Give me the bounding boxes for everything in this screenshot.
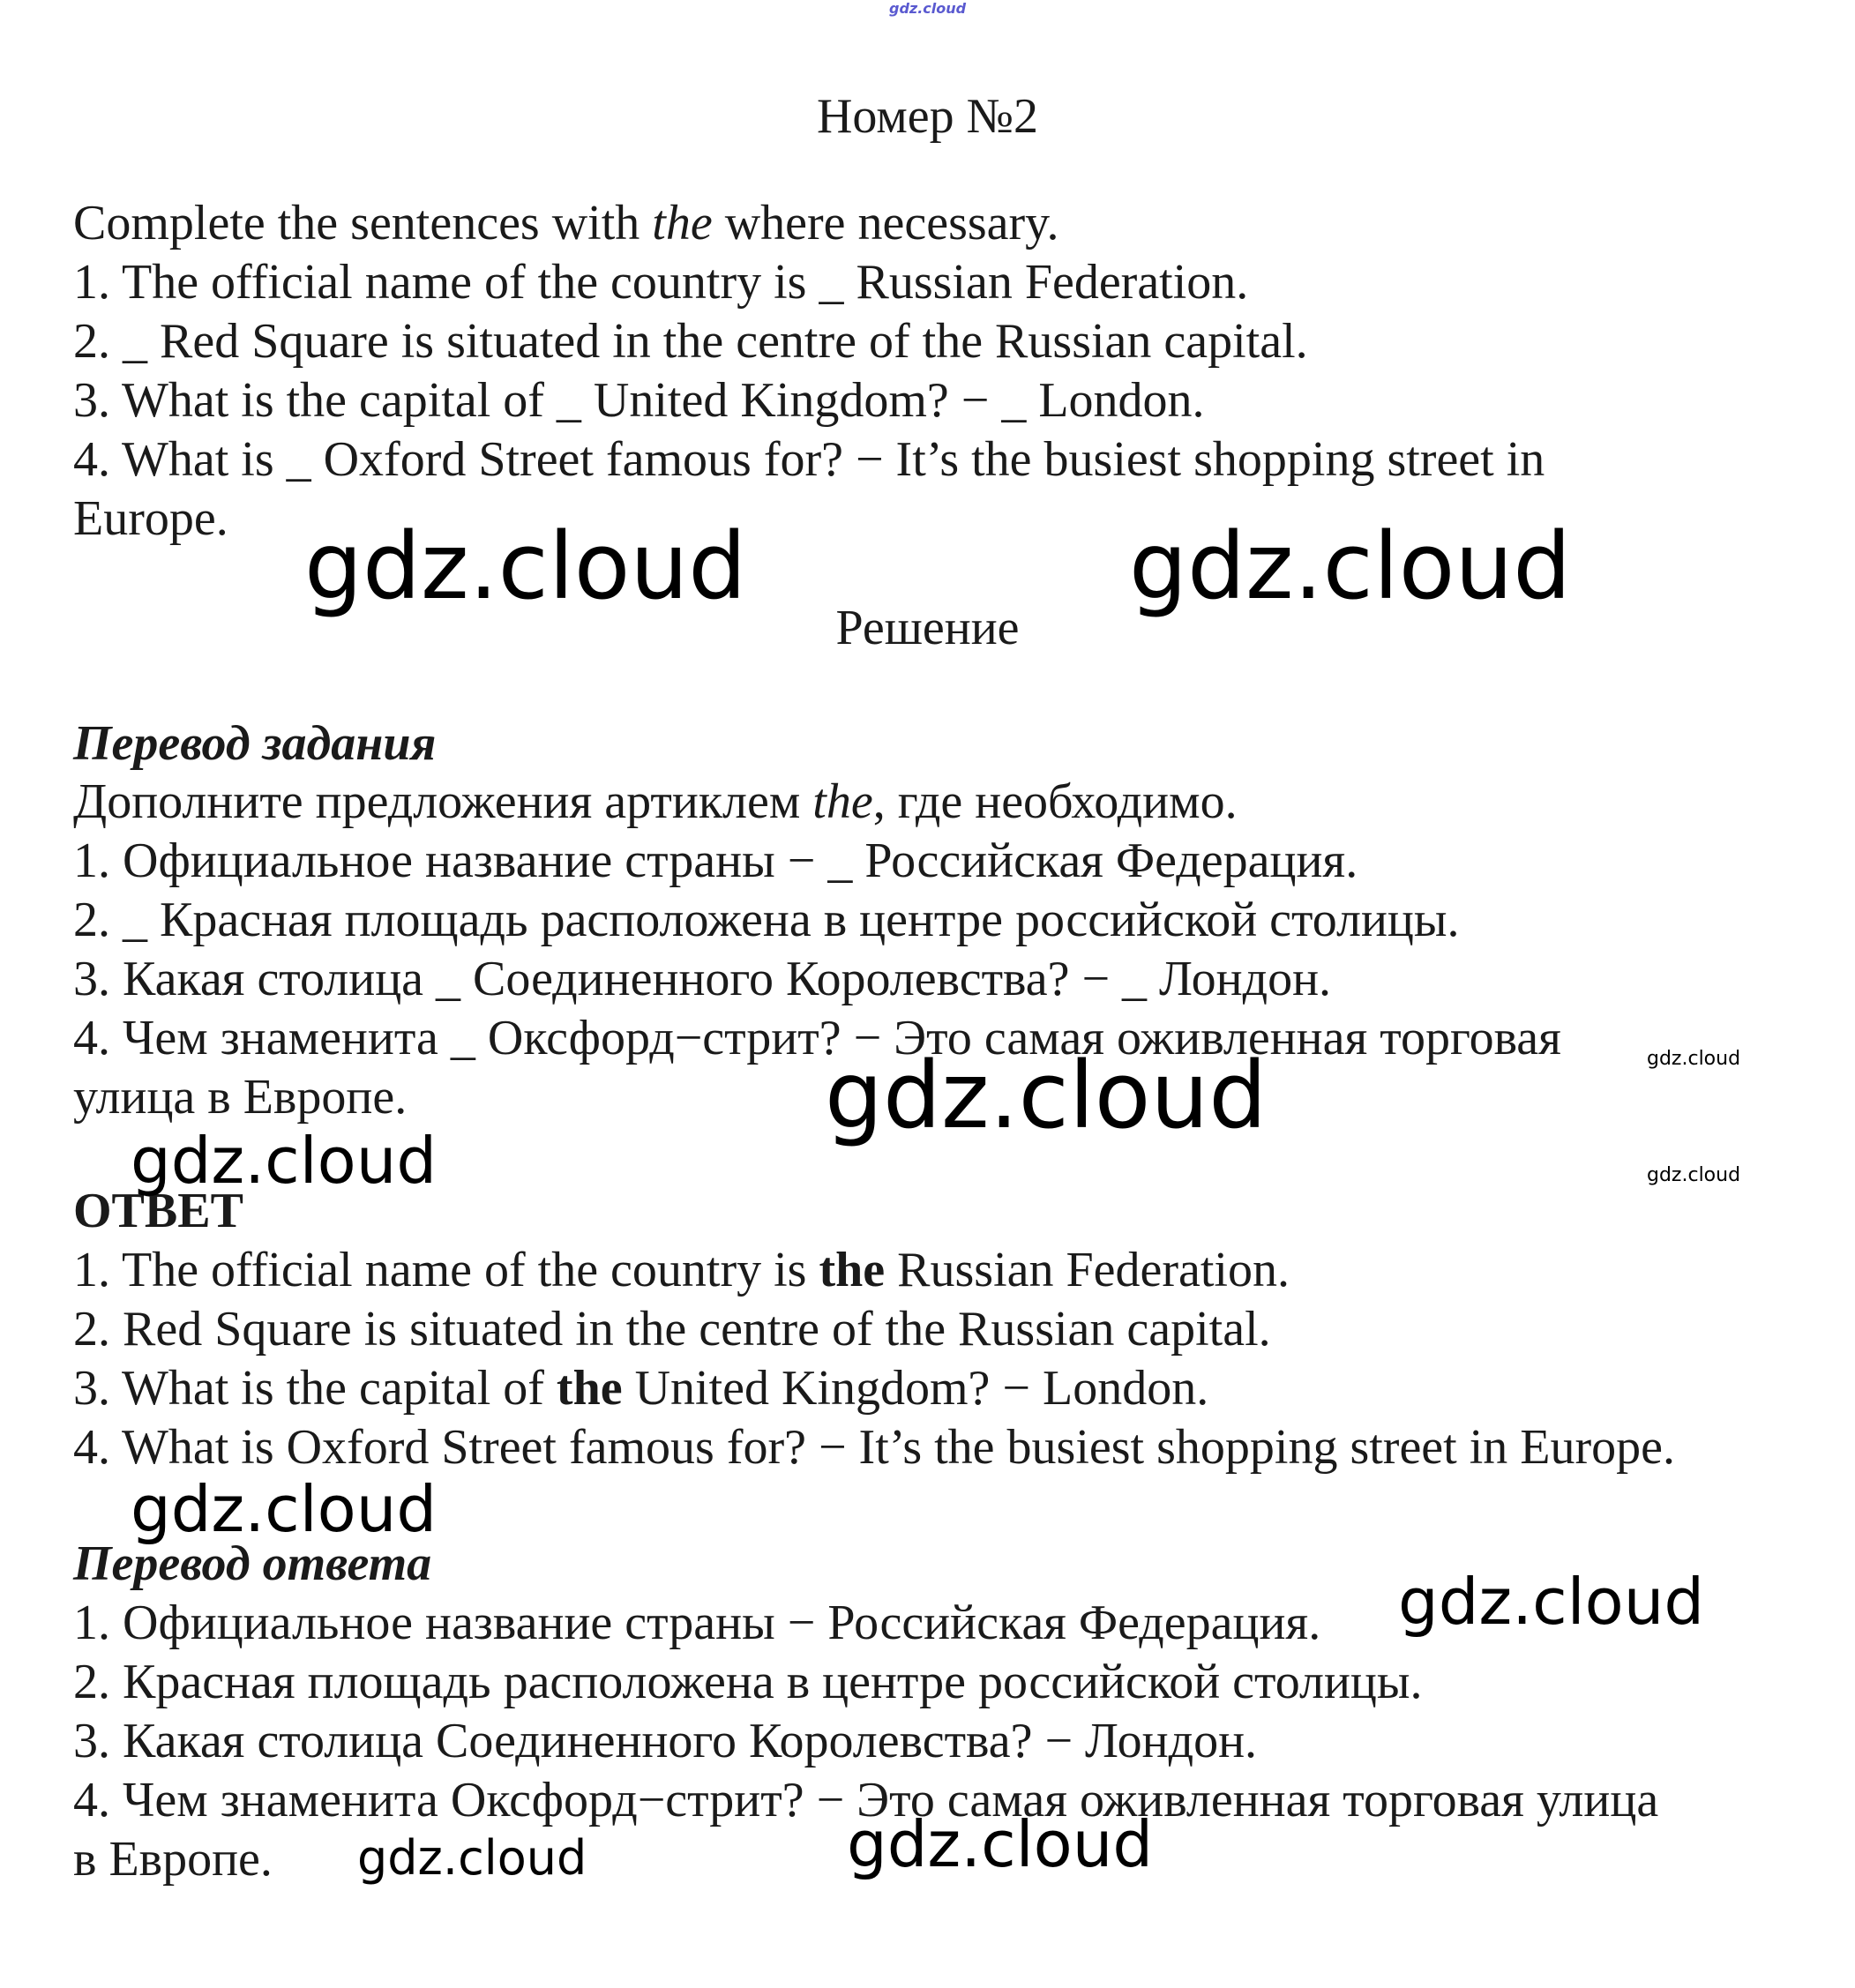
task-translation-item: 2. _ Красная площадь расположена в центре российской столицы. — [73, 893, 1460, 947]
answer-item — [73, 1359, 1208, 1417]
task-instruction — [73, 194, 1059, 252]
task-translation-heading: Перевод задания — [73, 716, 437, 771]
watermark: gdz.cloud — [357, 1830, 587, 1886]
watermark: gdz.cloud — [1398, 1565, 1705, 1639]
watermark: gdz.cloud — [825, 1042, 1268, 1149]
answer-item — [73, 1241, 1290, 1299]
watermark: gdz.cloud — [131, 1124, 438, 1198]
watermark: gdz.cloud — [131, 1472, 438, 1546]
answer-item-pre: 4. What is Oxford Street famous for? − It’s the busiest shopping street in Europe. — [73, 1420, 1675, 1475]
task-translation-item: 3. Какая столица _ Соединенного Королевства? − _ Лондон. — [73, 952, 1332, 1006]
task-instruction-post: where necessary. — [712, 196, 1059, 250]
task-translation-instruction-post: , где необходимо. — [872, 774, 1238, 829]
task-item: 1. The official name of the country is _ Russian Federation. — [73, 255, 1249, 310]
watermark: gdz.cloud — [1647, 1164, 1741, 1186]
task-translation-item: 1. Официальное название страны − _ Российская Федерация. — [73, 833, 1358, 888]
answer-item-post: United Kingdom? − London. — [622, 1361, 1209, 1416]
watermark: gdz.cloud — [847, 1807, 1154, 1881]
answer-item-pre: 3. What is the capital of — [73, 1361, 557, 1416]
task-item: 3. What is the capital of _ United Kingdom? − _ London. — [73, 373, 1205, 428]
answer-translation-item: в Европе. — [73, 1832, 273, 1887]
answer-item — [73, 1300, 1271, 1358]
answer-item-bold: the — [556, 1361, 623, 1416]
answer-item-pre: 1. The official name of the country is — [73, 1243, 819, 1297]
answer-item — [73, 1418, 1675, 1476]
task-translation-instruction-italic: the — [812, 774, 873, 829]
task-translation-instruction-pre: Дополните предложения артиклем — [73, 774, 813, 829]
watermark: gdz.cloud — [1647, 1048, 1741, 1070]
task-instruction-italic: the — [652, 196, 713, 250]
watermark: gdz.cloud — [1129, 512, 1572, 620]
watermark: gdz.cloud — [304, 512, 747, 620]
answer-heading: ОТВЕТ — [73, 1184, 243, 1238]
page-title: Номер №2 — [816, 89, 1039, 144]
task-instruction-pre: Complete the sentences with — [73, 196, 653, 250]
task-item: 2. _ Red Square is situated in the centre of the Russian capital. — [73, 314, 1308, 369]
solution-label: Решение — [835, 601, 1020, 655]
answer-translation-item: 3. Какая столица Соединенного Королевства? − Лондон. — [73, 1714, 1258, 1768]
answer-translation-item: 4. Чем знаменита Оксфорд−стрит? − Это самая оживленная торговая улица — [73, 1773, 1659, 1827]
answer-item-bold: the — [819, 1243, 886, 1297]
answer-translation-heading: Перевод ответа — [73, 1536, 432, 1591]
watermark-top: gdz.cloud — [889, 0, 967, 17]
answer-translation-item: 2. Красная площадь расположена в центре российской столицы. — [73, 1655, 1423, 1709]
task-translation-item: улица в Европе. — [73, 1070, 408, 1125]
task-item: Europe. — [73, 491, 228, 546]
answer-item-post: Russian Federation. — [885, 1243, 1290, 1297]
task-item: 4. What is _ Oxford Street famous for? − It’s the busiest shopping street in — [73, 432, 1545, 487]
task-translation-instruction — [73, 773, 1238, 831]
task-translation-item: 4. Чем знаменита _ Оксфорд−стрит? − Это самая оживленная торговая — [73, 1011, 1561, 1065]
answer-item-pre: 2. Red Square is situated in the centre of the Russian capital. — [73, 1302, 1271, 1356]
answer-translation-item: 1. Официальное название страны − Российская Федерация. — [73, 1596, 1321, 1650]
